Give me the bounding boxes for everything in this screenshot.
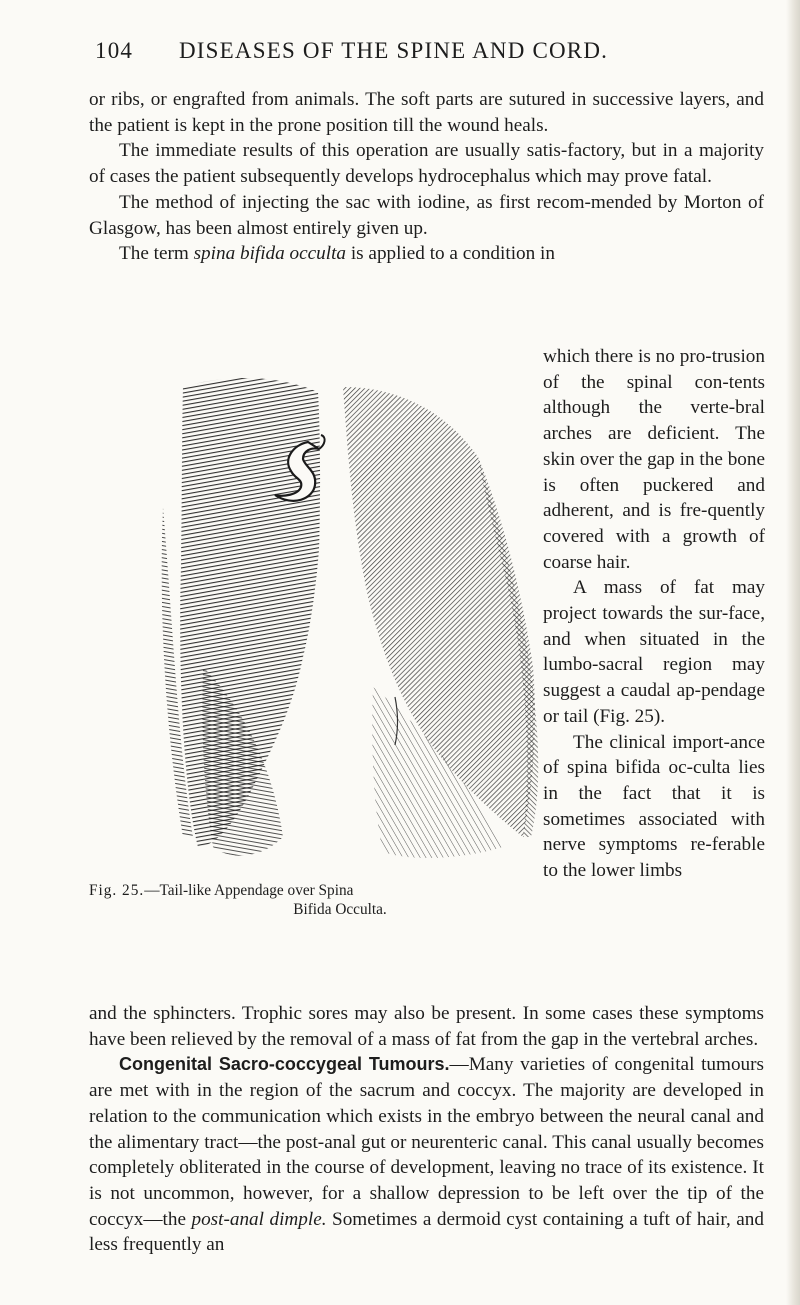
page-edge-shadow <box>786 0 800 1305</box>
section-body-part1: —Many varieties of congenital tumours are met with in the region of the sacrum and coccyx. The majority are developed in relation to the communication which exists in the embryo between the neural canal and the alimentary tract—the post-anal gut or neurenteric canal. This canal usually becomes completely obliterated in the course of development, leaving no trace of its existence. It is not uncommon, however, for a shallow depression to be left over the tip of the coccyx—the <box>89 1054 764 1230</box>
figure-label: Fig. 25. <box>89 882 145 899</box>
paragraph-sacro-coccygeal <box>89 1052 764 1258</box>
spina-term: spina bifida occulta <box>193 243 347 265</box>
section-heading: Congenital Sacro-coccygeal Tumours. <box>119 1054 450 1075</box>
side-column-text <box>543 344 765 884</box>
paragraph-continuation: or ribs, or engrafted from animals. The soft parts are sutured in successive layers, and the patient is kept in the prone position till the wound heals. <box>89 89 764 136</box>
spina-lead: The term <box>119 243 194 265</box>
figure-caption-line1: —Tail-like Appendage over Spina <box>144 882 354 899</box>
side-paragraph-2: A mass of fat may project towards the sur-face, and when situated in the lumbo-sacral region may suggest a caudal ap-pendage or tail (Fig. 25). <box>543 577 765 727</box>
running-header <box>67 38 767 68</box>
tail-appendage-illustration <box>143 367 563 875</box>
running-title: DISEASES OF THE SPINE AND CORD. <box>179 38 609 63</box>
post-anal-dimple-term: post-anal dimple. <box>191 1208 327 1230</box>
section-body-part2: Sometimes a dermoid cyst containing a tuft of hair, and less frequently an <box>89 1208 764 1256</box>
side-paragraph-3: The clinical import-ance of spina bifida oc-culta lies in the fact that it is sometimes associated with nerve symptoms re-ferable to the lower limbs <box>543 731 765 882</box>
figure-25-engraving <box>143 367 563 875</box>
paragraph-sphincters: and the sphincters. Trophic sores may also be present. In some cases these symptoms have been relieved by the removal of a mass of fat from the gap in the vertebral arches. <box>89 1003 764 1050</box>
page-number: 104 <box>95 38 134 63</box>
side-paragraph-1: which there is no pro-trusion of the spinal con-tents although the verte-bral arches are deficient. The skin over the gap in the bone is often puckered and adherent, and is fre-quently covered with a growth of coarse hair. <box>543 346 765 573</box>
figure-caption-line2: Bifida Occulta. <box>293 901 387 918</box>
paragraph-spina-bifida-occulta <box>89 241 764 267</box>
figure-caption <box>89 881 541 919</box>
bottom-text-block <box>89 1001 764 1258</box>
paragraph-results: The immediate results of this operation are usually satis-factory, but in a majority of cases the patient subsequently develops hydrocephalus which may prove fatal. <box>89 140 764 188</box>
spina-rest: is applied to a condition in <box>346 243 555 265</box>
paragraph-iodine: The method of injecting the sac with iodine, as first recom-mended by Morton of Glasgow, has been almost entirely given up. <box>89 191 764 239</box>
top-text-block <box>89 87 764 267</box>
